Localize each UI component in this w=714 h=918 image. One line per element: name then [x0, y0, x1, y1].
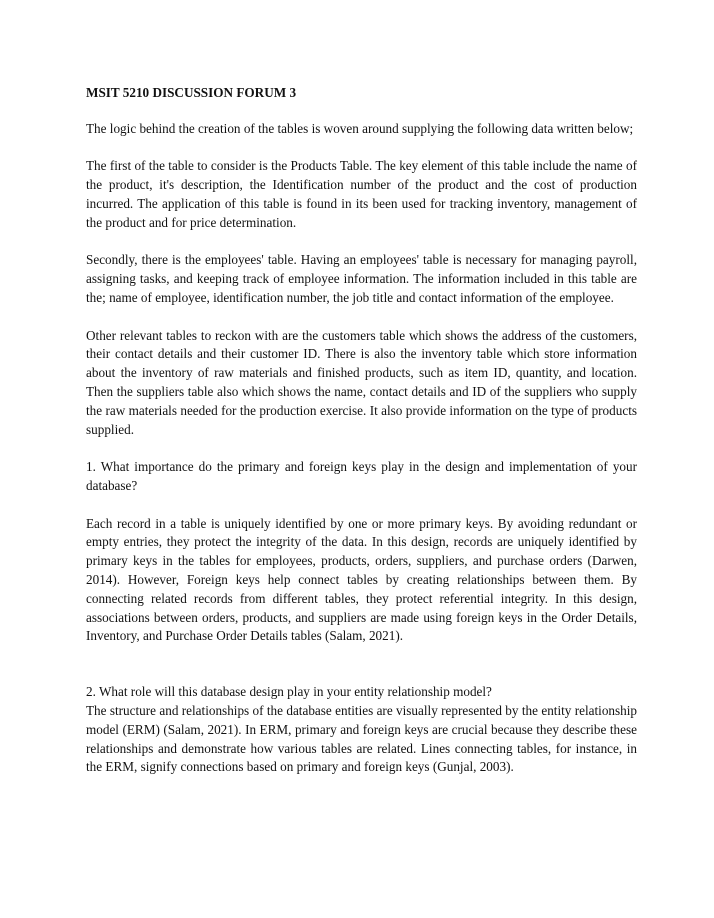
answer-1: Each record in a table is uniquely identified by one or more primary keys. By avoiding redundant or empty entries, they protect the integrity of the data. In this design, records are uniquely identified by primary keys in the tables for employees, products, orders, suppliers, and purchase orders (Darwen, 2014). However, Foreign keys help connect tables by creating relationships between them. By connecting related records from different tables, they protect referential integrity. In this design, associations between orders, products, and suppliers are made using foreign keys in the Order Details, Inventory, and Purchase Order Details tables (Salam, 2021).: [86, 515, 637, 644]
other-tables-paragraph: Other relevant tables to reckon with are the customers table which shows the address of the customers, their contact details and their customer ID. There is also the inventory table which store information about the inventory of raw materials and finished products, such as item ID, quantity, and location. Then the suppliers table also which shows the name, contact details and ID of the suppliers who supply the raw materials needed for the production exercise. It also provide information on the type of products supplied.: [86, 327, 637, 437]
document-body: [86, 84, 637, 777]
employees-table-paragraph: Secondly, there is the employees' table. Having an employees' table is necessary for managing payroll, assigning tasks, and keeping track of employee information. The information included in this table are the; name of employee, identification number, the job title and contact information of the employee.: [86, 252, 637, 305]
intro-paragraph: The logic behind the creation of the tables is woven around supplying the following data written below;: [86, 120, 634, 136]
document-title: MSIT 5210 DISCUSSION FORUM 3: [86, 85, 297, 100]
products-table-paragraph: The first of the table to consider is the Products Table. The key element of this table include the name of the product, it's description, the Identification number of the product and the cost of production incurred. The application of this table is found in its been used for tracking inventory, management of the product and for price determination.: [86, 158, 637, 230]
question-1: 1. What importance do the primary and foreign keys play in the design and implementation of your database?: [86, 459, 637, 493]
answer-2: The structure and relationships of the database entities are visually represented by the entity relationship model (ERM) (Salam, 2021). In ERM, primary and foreign keys are crucial because they describe these relationships and demonstrate how various tables are related. Lines connecting tables, for instance, in the ERM, signify connections based on primary and foreign keys (Gunjal, 2003).: [86, 702, 637, 775]
question-2: 2. What role will this database design play in your entity relationship model?: [86, 684, 492, 700]
